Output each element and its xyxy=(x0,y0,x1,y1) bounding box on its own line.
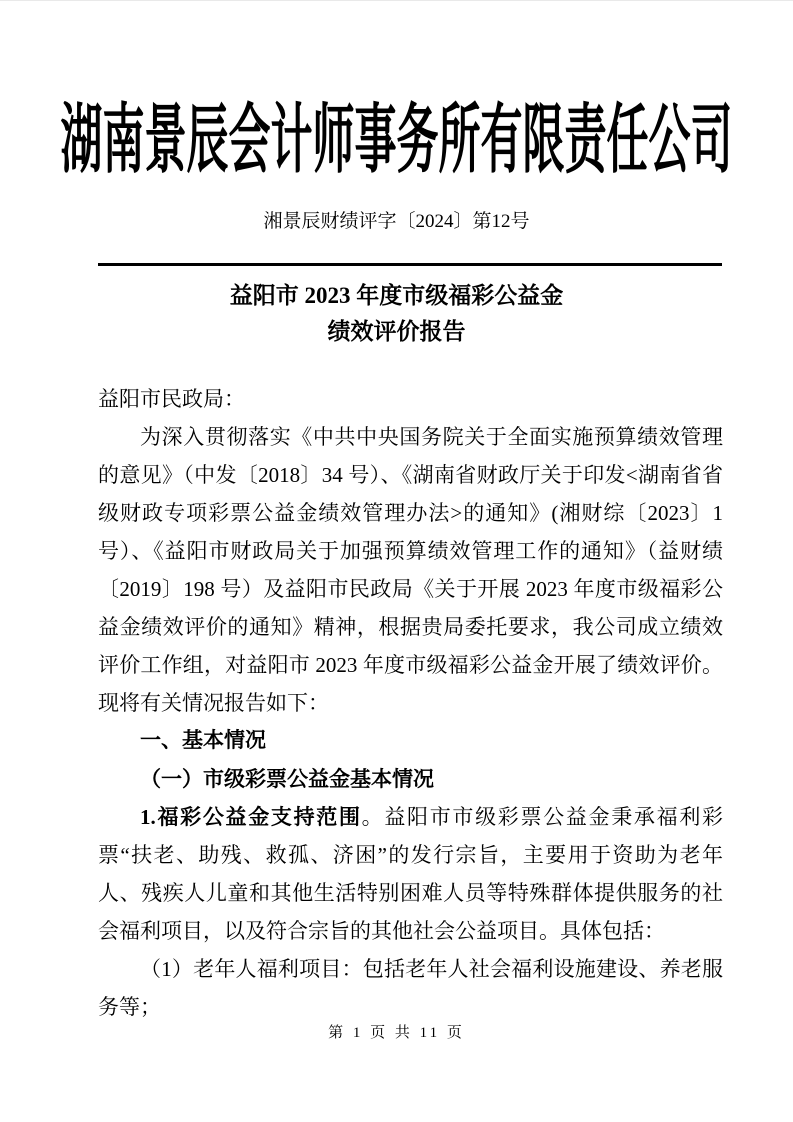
document-body xyxy=(98,380,723,1026)
item-1-paragraph xyxy=(98,798,723,950)
section-1-heading: 一、基本情况 xyxy=(140,729,266,752)
intro-paragraph: 为深入贯彻落实《中共中央国务院关于全面实施预算绩效管理的意见》（中发〔2018〕34 号）、《湖南省财政厅关于印发<湖南省省级财政专项彩票公益金绩效管理办法>的通知》(湘财综〔2023〕1 号）、《益阳市财政局关于加强预算绩效管理工作的通知》（益财绩〔2019〕198 号）及益阳市民政局《关于开展 2023 年度市级福彩公益金绩效评价的通知》精神，根据贵局委托要求，我公司成立绩效评价工作组，对益阳市 2023 年度市级福彩公益金开展了绩效评价。现将有关情况报告如下： xyxy=(98,425,723,715)
letterhead-divider xyxy=(98,263,722,266)
report-title-line2: 绩效评价报告 xyxy=(327,319,466,344)
section-1-1-heading: （一）市级彩票公益金基本情况 xyxy=(140,767,434,791)
report-title-line1: 益阳市 2023 年度市级福彩公益金 xyxy=(229,283,564,308)
page-number-indicator: 第 1 页 共 11 页 xyxy=(328,1025,465,1041)
item-1-lead: 1.福彩公益金支持范围 xyxy=(140,805,362,829)
item-1-text: 。益阳市市级彩票公益金秉承福利彩票“扶老、助残、救孤、济困”的发行宗旨，主要用于资助为老年人、残疾人儿童和其他生活特别困难人员等特殊群体提供服务的社会福利项目，以及符合宗旨的其他社会公益项目。具体包括： xyxy=(98,805,724,943)
document-reference-number: 湘景辰财绩评字〔2024〕第12号 xyxy=(263,211,530,232)
salutation: 益阳市民政局： xyxy=(98,387,245,411)
report-title xyxy=(0,278,793,350)
letterhead-company-title: 湖南景辰会计师事务所有限责任公司 xyxy=(60,100,733,184)
item-1-sub-1-paragraph: （1）老年人福利项目：包括老年人社会福利设施建设、养老服务等； xyxy=(98,957,723,1019)
